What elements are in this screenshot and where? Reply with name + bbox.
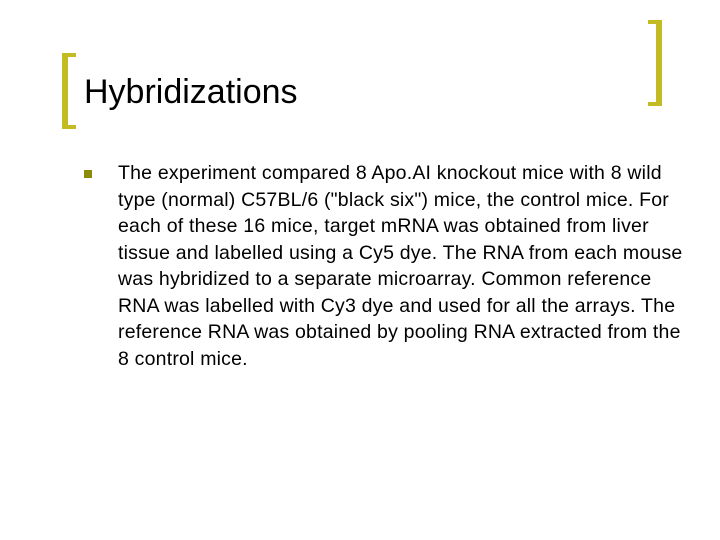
right-bracket-bottom-tick (648, 102, 662, 106)
right-bracket-top-tick (648, 20, 662, 24)
square-bullet-icon (84, 170, 92, 178)
left-bracket-icon (62, 53, 76, 129)
right-bracket-bar (656, 20, 662, 106)
left-bracket-bottom-tick (62, 125, 76, 129)
left-bracket-top-tick (62, 53, 76, 57)
bullet-item (84, 160, 684, 372)
slide-title: Hybridizations (84, 73, 298, 111)
bullet-text: The experiment compared 8 Apo.AI knockout mice with 8 wild type (normal) C57BL/6 ("black six") mice, the control mice. For each of these 16 mice, target mRNA was obtained from liver tissue and labelled using a Cy5 dye. The RNA from each mouse was hybridized to a separate microarray. Common reference RNA was labelled with Cy3 dye and used for all the arrays. The reference RNA was obtained by pooling RNA extracted from the 8 control mice. (118, 162, 683, 370)
bullet-list (84, 160, 684, 372)
left-bracket-bar (62, 53, 68, 129)
right-bracket-icon (648, 20, 662, 106)
